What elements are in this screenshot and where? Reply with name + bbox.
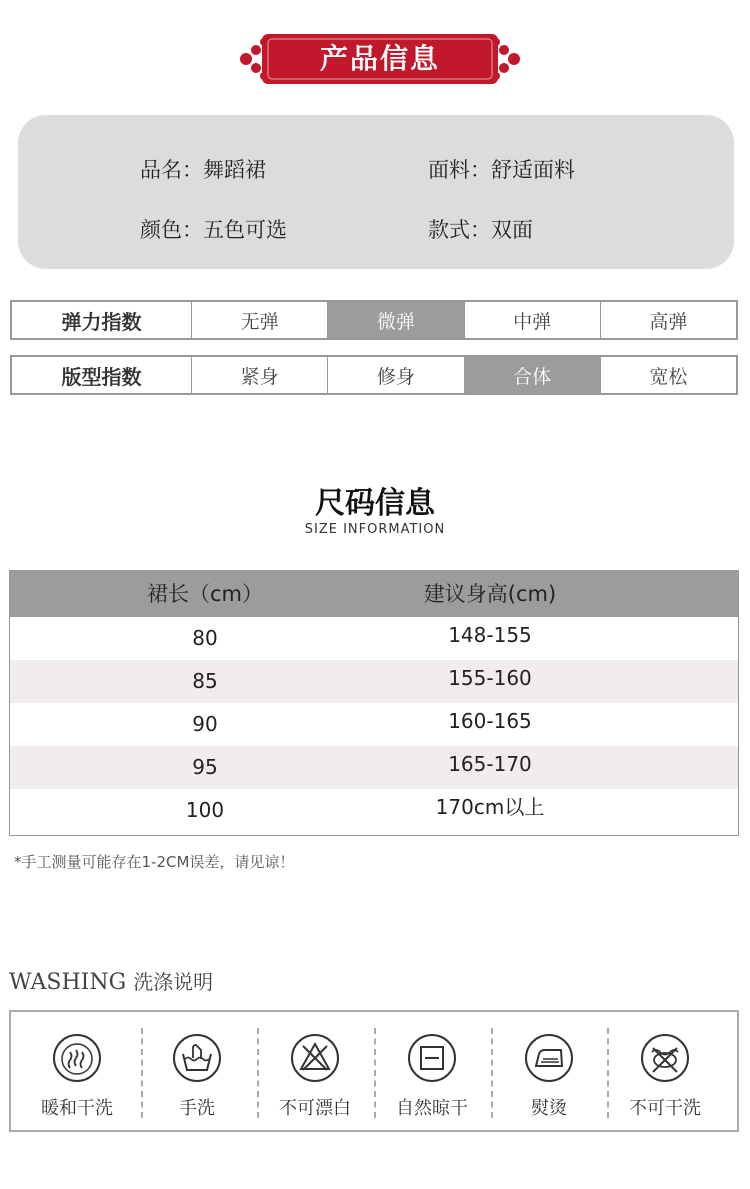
product-info-box	[18, 115, 734, 269]
table-row	[10, 703, 738, 746]
wash-item	[374, 1012, 490, 1130]
wash-item	[607, 1012, 723, 1130]
size-info-title: 尺码信息	[315, 486, 435, 521]
wash-label: 不可漂白	[279, 1098, 351, 1119]
wash-item	[491, 1012, 607, 1130]
product-color: 颜色：五色可选	[140, 218, 287, 242]
size-height-cell: 170cm以上	[435, 795, 545, 819]
fit-index-label: 版型指数	[12, 357, 192, 393]
washing-title-zh: 洗涤说明	[133, 970, 214, 994]
elasticity-option: 中弹	[465, 302, 601, 338]
product-style: 款式：双面	[428, 218, 533, 242]
size-length-cell: 95	[192, 755, 218, 779]
size-height-cell: 155-160	[448, 666, 532, 690]
size-height-cell: 165-170	[448, 752, 532, 776]
wash-label: 熨烫	[531, 1098, 567, 1119]
no-dry-clean-icon	[639, 1032, 691, 1084]
washing-instructions	[9, 1010, 739, 1132]
elasticity-option: 高弹	[649, 310, 688, 333]
table-row	[10, 789, 738, 832]
size-column-length: 裙长（cm）	[146, 582, 263, 606]
size-info-subtitle: SIZE INFORMATION	[304, 522, 446, 537]
no-bleach-icon	[289, 1032, 341, 1084]
fit-option: 宽松	[649, 365, 688, 388]
size-height-cell: 148-155	[448, 623, 532, 647]
fit-option: 紧身	[192, 357, 328, 393]
size-table-header	[10, 571, 738, 617]
washing-title	[9, 966, 213, 995]
elasticity-index-row	[10, 300, 738, 340]
elasticity-option: 微弹	[328, 302, 464, 338]
fit-option: 合体	[465, 357, 601, 393]
washing-title-en: WASHING	[9, 970, 127, 995]
size-length-cell: 80	[192, 626, 218, 650]
fit-option: 修身	[328, 357, 464, 393]
wash-label: 自然晾干	[396, 1098, 468, 1119]
banner-title: 产品信息	[319, 42, 440, 75]
wash-label: 暖和干洗	[41, 1098, 113, 1119]
line-dry-icon	[406, 1032, 458, 1084]
wash-label: 不可干洗	[629, 1098, 701, 1119]
table-row	[10, 746, 738, 789]
product-name: 品名：舞蹈裙	[140, 158, 266, 182]
size-column-height: 建议身高(cm)	[423, 582, 557, 606]
elasticity-option: 无弹	[192, 302, 328, 338]
wash-item	[139, 1012, 255, 1130]
elasticity-index-label: 弹力指数	[12, 302, 192, 338]
size-table	[9, 570, 739, 836]
size-length-cell: 85	[192, 669, 218, 693]
size-length-cell: 90	[192, 712, 218, 736]
size-height-cell: 160-165	[448, 709, 532, 733]
size-measurement-note: *手工测量可能存在1-2CM误差，请见谅！	[14, 853, 295, 871]
fit-index-row	[10, 355, 738, 395]
iron-icon	[523, 1032, 575, 1084]
hand-wash-icon	[171, 1032, 223, 1084]
table-row	[10, 660, 738, 703]
product-fabric: 面料：舒适面料	[428, 158, 575, 182]
size-length-cell: 100	[185, 798, 225, 822]
wash-item	[257, 1012, 373, 1130]
wash-label: 手洗	[179, 1098, 215, 1119]
table-row	[10, 617, 738, 660]
wash-item	[19, 1012, 135, 1130]
warm-dry-clean-icon	[51, 1032, 103, 1084]
